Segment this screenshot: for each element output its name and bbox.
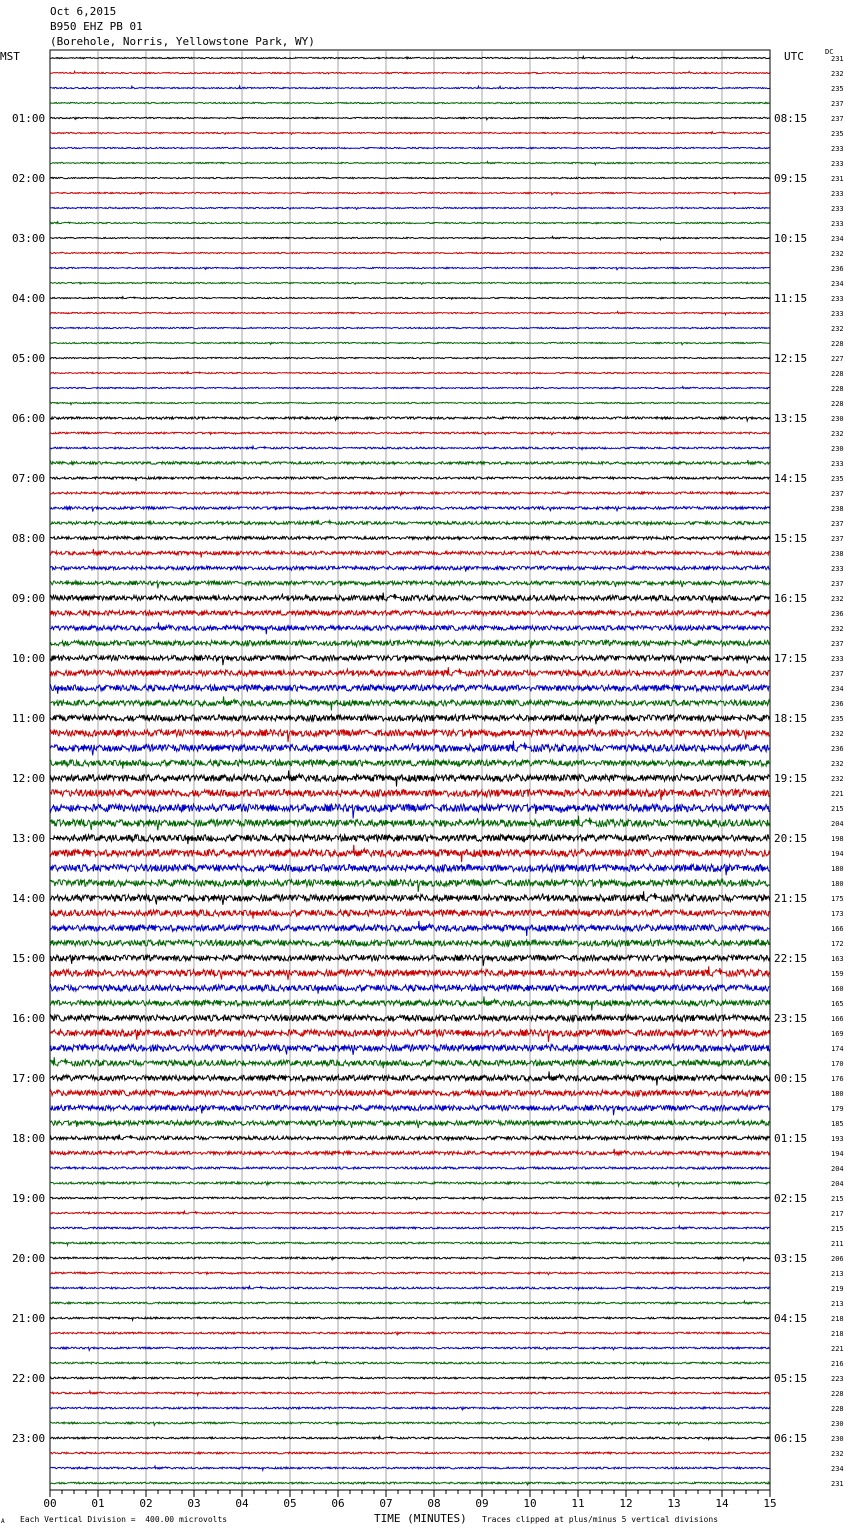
date-label: Oct 6,2015 — [50, 5, 117, 18]
seismic-trace — [50, 816, 770, 831]
left-hour-label: 22:00 — [12, 1372, 46, 1385]
seismic-trace — [50, 1317, 770, 1320]
seismic-trace — [50, 1120, 770, 1128]
seismic-trace — [50, 71, 770, 74]
dc-offset-label: 238 — [831, 550, 844, 558]
dc-offset-label: 180 — [831, 880, 844, 888]
dc-offset-label: 218 — [831, 1330, 844, 1338]
dc-offset-label: 233 — [831, 205, 844, 213]
left-hour-label: 01:00 — [12, 112, 46, 125]
seismic-trace — [50, 1347, 770, 1350]
dc-offset-label: 175 — [831, 895, 844, 903]
dc-offset-label: 235 — [831, 475, 844, 483]
right-hour-label: 23:15 — [774, 1012, 808, 1025]
seismic-trace — [50, 835, 770, 844]
seismic-trace — [50, 696, 770, 710]
right-hour-label: 13:15 — [774, 412, 808, 425]
dc-offset-label: 232 — [831, 70, 844, 78]
dc-offset-label: 236 — [831, 745, 844, 753]
seismic-trace — [50, 237, 770, 240]
dc-offset-label: 234 — [831, 280, 844, 288]
seismic-trace — [50, 327, 770, 328]
seismic-trace — [50, 177, 770, 179]
seismic-trace — [50, 940, 770, 947]
seismic-trace — [50, 581, 770, 588]
seismic-trace — [50, 446, 770, 449]
dc-offset-label: 230 — [831, 1420, 844, 1428]
seismic-trace — [50, 507, 770, 512]
left-hour-label: 05:00 — [12, 352, 46, 365]
dc-offset-label: 233 — [831, 655, 844, 663]
x-tick-label: 06 — [331, 1497, 345, 1510]
dc-offset-label: 176 — [831, 1075, 844, 1083]
location-label: (Borehole, Norris, Yellowstone Park, WY) — [50, 35, 315, 48]
dc-offset-label: 179 — [831, 1105, 844, 1113]
left-hour-label: 12:00 — [12, 772, 46, 785]
right-hour-label: 01:15 — [774, 1132, 808, 1145]
seismic-trace — [50, 655, 770, 665]
dc-offset-label: 237 — [831, 490, 844, 498]
seismic-trace — [50, 1197, 770, 1200]
dc-offset-label: 233 — [831, 460, 844, 468]
dc-offset-label: 232 — [831, 430, 844, 438]
dc-offset-label: 180 — [831, 865, 844, 873]
right-hour-label: 08:15 — [774, 112, 808, 125]
seismic-trace — [50, 537, 770, 540]
dc-offset-label: 170 — [831, 1060, 844, 1068]
dc-offset-label: 217 — [831, 1210, 844, 1218]
x-tick-label: 01 — [91, 1497, 105, 1510]
dc-offset-label: 233 — [831, 160, 844, 168]
left-hour-label: 03:00 — [12, 232, 46, 245]
x-tick-label: 10 — [523, 1497, 537, 1510]
dc-offset-label: 232 — [831, 595, 844, 603]
seismic-trace — [50, 985, 770, 994]
right-timezone-label: UTC — [784, 50, 804, 63]
right-hour-label: 16:15 — [774, 592, 808, 605]
dc-offset-label: 230 — [831, 415, 844, 423]
dc-offset-label: 194 — [831, 850, 844, 858]
seismic-trace — [50, 1211, 770, 1214]
dc-offset-label: 204 — [831, 1165, 844, 1173]
seismic-trace — [50, 790, 770, 801]
seismic-trace — [50, 1422, 770, 1425]
dc-offset-labels — [831, 55, 844, 1488]
seismic-trace — [50, 1407, 770, 1410]
seismic-trace — [50, 1226, 770, 1229]
left-hour-label: 23:00 — [12, 1432, 46, 1445]
x-tick-label: 13 — [667, 1497, 681, 1510]
right-hour-label: 18:15 — [774, 712, 808, 725]
right-hour-label: 14:15 — [774, 472, 808, 485]
seismic-trace — [50, 132, 770, 135]
seismic-trace — [50, 593, 770, 603]
seismic-trace — [50, 117, 770, 120]
left-hour-label: 08:00 — [12, 532, 46, 545]
dc-offset-label: 235 — [831, 130, 844, 138]
dc-offset-label: 218 — [831, 1315, 844, 1323]
dc-offset-label: 237 — [831, 535, 844, 543]
seismic-trace — [50, 402, 770, 404]
right-hour-label: 15:15 — [774, 532, 808, 545]
right-hour-label: 05:15 — [774, 1372, 808, 1385]
dc-offset-label: 228 — [831, 370, 844, 378]
right-hour-label: 19:15 — [774, 772, 808, 785]
seismic-trace — [50, 1332, 770, 1335]
right-hour-label: 00:15 — [774, 1072, 808, 1085]
dc-offset-label: 219 — [831, 1285, 844, 1293]
seismic-trace — [50, 207, 770, 209]
seismic-trace — [50, 1361, 770, 1364]
dc-offset-label: 174 — [831, 1045, 844, 1053]
dc-offset-label: 194 — [831, 1150, 844, 1158]
seismic-trace — [50, 1242, 770, 1245]
dc-offset-label: 166 — [831, 925, 844, 933]
footer-mark: A — [1, 1518, 5, 1525]
seismic-trace — [50, 865, 770, 876]
seismic-trace — [50, 1482, 770, 1485]
right-hour-label: 10:15 — [774, 232, 808, 245]
seismic-trace — [50, 162, 770, 165]
left-hour-label: 04:00 — [12, 292, 46, 305]
seismic-trace — [50, 297, 770, 300]
seismic-trace — [50, 770, 770, 786]
dc-offset-label: 166 — [831, 1015, 844, 1023]
seismic-trace — [50, 267, 770, 270]
left-hour-labels — [12, 112, 45, 1445]
seismic-trace — [50, 252, 770, 254]
seismic-trace — [50, 477, 770, 481]
dc-offset-label: 211 — [831, 1240, 844, 1248]
dc-offset-label: 236 — [831, 265, 844, 273]
seismic-trace — [50, 417, 770, 421]
dc-offset-label: 235 — [831, 85, 844, 93]
left-hour-label: 19:00 — [12, 1192, 46, 1205]
right-hour-labels — [774, 112, 807, 1445]
dc-offset-label: 234 — [831, 1465, 844, 1473]
seismic-trace — [50, 1105, 770, 1115]
right-hour-label: 04:15 — [774, 1312, 808, 1325]
left-hour-label: 18:00 — [12, 1132, 46, 1145]
seismic-trace — [50, 1134, 770, 1141]
scale-note: Each Vertical Division = 400.00 microvolts — [20, 1515, 228, 1524]
dc-offset-label: 227 — [831, 355, 844, 363]
seismic-trace — [50, 520, 770, 526]
seismic-trace — [50, 891, 770, 905]
dc-offset-label: 233 — [831, 565, 844, 573]
dc-offset-label: 233 — [831, 145, 844, 153]
dc-offset-label: 233 — [831, 310, 844, 318]
seismic-trace — [50, 1436, 770, 1439]
dc-offset-label: 228 — [831, 1405, 844, 1413]
dc-offset-label: 213 — [831, 1270, 844, 1278]
dc-offset-label: 237 — [831, 640, 844, 648]
seismic-trace — [50, 1272, 770, 1275]
plot-frame — [50, 50, 770, 1490]
left-hour-label: 07:00 — [12, 472, 46, 485]
seismic-trace — [50, 1149, 770, 1158]
right-hour-label: 21:15 — [774, 892, 808, 905]
seismic-trace — [50, 622, 770, 634]
seismic-trace — [50, 1452, 770, 1454]
station-label: B950 EHZ PB 01 — [50, 20, 143, 33]
left-hour-label: 02:00 — [12, 172, 46, 185]
left-hour-label: 13:00 — [12, 832, 46, 845]
dc-offset-label: 233 — [831, 220, 844, 228]
seismic-trace — [50, 147, 770, 149]
seismic-trace — [50, 312, 770, 315]
dc-offset-label: 215 — [831, 805, 844, 813]
seismic-trace — [50, 1015, 770, 1022]
right-hour-label: 03:15 — [774, 1252, 808, 1265]
seismic-trace — [50, 372, 770, 375]
dc-offset-label: 238 — [831, 505, 844, 513]
seismic-trace — [50, 910, 770, 919]
right-hour-label: 09:15 — [774, 172, 808, 185]
seismic-trace — [50, 1377, 770, 1379]
seismic-trace — [50, 460, 770, 464]
dc-offset-label: 165 — [831, 1000, 844, 1008]
dc-offset-label: 236 — [831, 610, 844, 618]
seismic-trace — [50, 222, 770, 225]
right-hour-label: 11:15 — [774, 292, 808, 305]
left-hour-label: 21:00 — [12, 1312, 46, 1325]
seismic-trace — [50, 715, 770, 724]
x-tick-label: 08 — [427, 1497, 441, 1510]
seismic-trace — [50, 342, 770, 345]
seismic-trace — [50, 640, 770, 648]
seismic-trace — [50, 357, 770, 359]
dc-offset-label: 231 — [831, 175, 844, 183]
x-tick-label: 03 — [187, 1497, 201, 1510]
dc-offset-label: 221 — [831, 1345, 844, 1353]
dc-offset-label: 228 — [831, 340, 844, 348]
dc-offset-label: 159 — [831, 970, 844, 978]
dc-offset-label: 232 — [831, 325, 844, 333]
dc-offset-label: 163 — [831, 955, 844, 963]
x-tick-label: 11 — [571, 1497, 585, 1510]
dc-offset-label: 204 — [831, 1180, 844, 1188]
dc-offset-label: 232 — [831, 625, 844, 633]
x-tick-label: 02 — [139, 1497, 153, 1510]
dc-offset-label: 228 — [831, 1390, 844, 1398]
seismic-trace — [50, 86, 770, 89]
left-hour-label: 06:00 — [12, 412, 46, 425]
right-hour-label: 20:15 — [774, 832, 808, 845]
seismic-trace — [50, 1466, 770, 1470]
dc-offset-header: DC — [825, 48, 834, 56]
x-tick-label: 12 — [619, 1497, 633, 1510]
seismic-trace — [50, 685, 770, 694]
left-hour-label: 14:00 — [12, 892, 46, 905]
x-tick-label: 09 — [475, 1497, 489, 1510]
dc-offset-label: 231 — [831, 55, 844, 63]
dc-offset-label: 193 — [831, 1135, 844, 1143]
seismic-trace — [50, 1257, 770, 1260]
dc-offset-label: 206 — [831, 1255, 844, 1263]
dc-offset-label: 228 — [831, 400, 844, 408]
dc-offset-label: 237 — [831, 670, 844, 678]
seismic-trace — [50, 192, 770, 195]
seismic-trace — [50, 1057, 770, 1068]
seismic-trace — [50, 611, 770, 616]
left-hour-label: 17:00 — [12, 1072, 46, 1085]
right-hour-label: 12:15 — [774, 352, 808, 365]
dc-offset-label: 235 — [831, 715, 844, 723]
dc-offset-label: 232 — [831, 1450, 844, 1458]
dc-offset-label: 232 — [831, 775, 844, 783]
dc-offset-label: 223 — [831, 1375, 844, 1383]
dc-offset-label: 237 — [831, 520, 844, 528]
left-timezone-label: MST — [0, 50, 20, 63]
seismic-trace — [50, 56, 770, 59]
seismic-trace — [50, 1391, 770, 1395]
dc-offset-label: 233 — [831, 190, 844, 198]
dc-offset-label: 198 — [831, 835, 844, 843]
seismic-trace — [50, 667, 770, 676]
plot-grid — [50, 50, 770, 1490]
left-hour-label: 16:00 — [12, 1012, 46, 1025]
dc-offset-label: 232 — [831, 250, 844, 258]
dc-offset-label: 234 — [831, 235, 844, 243]
dc-offset-label: 228 — [831, 385, 844, 393]
seismic-trace — [50, 492, 770, 495]
right-hour-label: 17:15 — [774, 652, 808, 665]
seismic-trace — [50, 566, 770, 571]
x-tick-label: 00 — [43, 1497, 57, 1510]
x-tick-label: 14 — [715, 1497, 729, 1510]
seismic-trace — [50, 1071, 770, 1085]
dc-offset-label: 204 — [831, 820, 844, 828]
seismic-trace — [50, 845, 770, 862]
dc-offset-label: 169 — [831, 1030, 844, 1038]
seismic-trace — [50, 880, 770, 892]
left-hour-label: 20:00 — [12, 1252, 46, 1265]
left-hour-label: 11:00 — [12, 712, 46, 725]
seismic-trace — [50, 1090, 770, 1097]
dc-offset-label: 180 — [831, 1090, 844, 1098]
dc-offset-label: 231 — [831, 1480, 844, 1488]
dc-offset-label: 230 — [831, 1435, 844, 1443]
dc-offset-label: 233 — [831, 295, 844, 303]
seismic-trace — [50, 730, 770, 742]
seismic-trace — [50, 282, 770, 284]
right-hour-label: 22:15 — [774, 952, 808, 965]
seismic-trace — [50, 1301, 770, 1304]
seismic-trace — [50, 921, 770, 936]
seismic-trace — [50, 1030, 770, 1042]
x-axis-title: TIME (MINUTES) — [374, 1512, 467, 1525]
seismic-trace — [50, 387, 770, 389]
x-tick-label: 15 — [763, 1497, 777, 1510]
right-hour-label: 02:15 — [774, 1192, 808, 1205]
seismic-trace — [50, 549, 770, 558]
left-hour-label: 09:00 — [12, 592, 46, 605]
seismic-trace — [50, 760, 770, 769]
dc-offset-label: 230 — [831, 445, 844, 453]
dc-offset-label: 237 — [831, 580, 844, 588]
seismic-trace — [50, 804, 770, 818]
dc-offset-label: 221 — [831, 790, 844, 798]
seismic-trace — [50, 432, 770, 435]
seismic-trace — [50, 1167, 770, 1169]
x-tick-label: 07 — [379, 1497, 393, 1510]
dc-offset-label: 172 — [831, 940, 844, 948]
dc-offset-label: 160 — [831, 985, 844, 993]
seismic-trace — [50, 1286, 770, 1289]
x-tick-label: 05 — [283, 1497, 297, 1510]
dc-offset-label: 232 — [831, 760, 844, 768]
seismic-trace — [50, 966, 770, 980]
clip-note: Traces clipped at plus/minus 5 vertical divisions — [482, 1515, 719, 1524]
dc-offset-label: 173 — [831, 910, 844, 918]
dc-offset-label: 213 — [831, 1300, 844, 1308]
dc-offset-label: 236 — [831, 700, 844, 708]
dc-offset-label: 215 — [831, 1225, 844, 1233]
seismic-trace — [50, 996, 770, 1010]
dc-offset-label: 215 — [831, 1195, 844, 1203]
dc-offset-label: 185 — [831, 1120, 844, 1128]
seismic-trace — [50, 1044, 770, 1055]
left-hour-label: 15:00 — [12, 952, 46, 965]
seismic-trace — [50, 955, 770, 966]
x-axis — [43, 1490, 776, 1510]
dc-offset-label: 237 — [831, 100, 844, 108]
seismic-trace — [50, 741, 770, 756]
x-tick-label: 04 — [235, 1497, 249, 1510]
dc-offset-label: 216 — [831, 1360, 844, 1368]
left-hour-label: 10:00 — [12, 652, 46, 665]
seismic-trace — [50, 102, 770, 104]
right-hour-label: 06:15 — [774, 1432, 808, 1445]
dc-offset-label: 234 — [831, 685, 844, 693]
trace-group — [50, 56, 770, 1484]
dc-offset-label: 232 — [831, 730, 844, 738]
dc-offset-label: 237 — [831, 115, 844, 123]
seismic-trace — [50, 1182, 770, 1186]
